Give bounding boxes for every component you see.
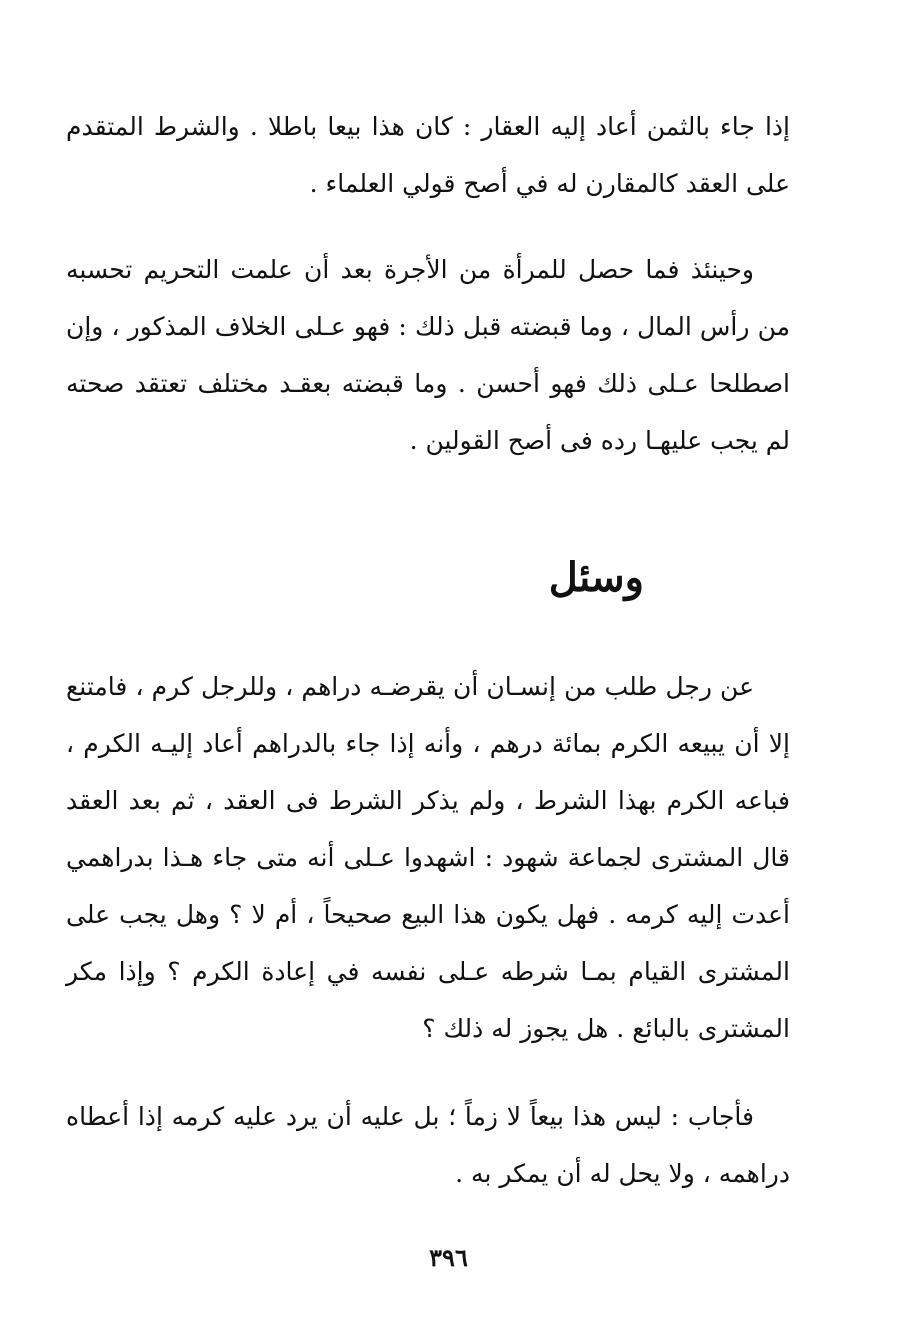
paragraph-wages-text: وحينئذ فما حصل للمرأة من الأجرة بعد أن علمت التحريم تحسبه من رأس المال ، وما قبضته قبل ذلك : فهو عـلى الخلاف المذكور ، وإن اصطلحا عـلى ذلك فهو أحسن . وما قبضته بعقـد مختلف تعتقد صحته لم يجب عليهـا رده فى أصح القولين .	[66, 255, 790, 455]
paragraph-wages-ruling	[66, 241, 790, 469]
paragraph-answer	[66, 1088, 790, 1202]
section-heading: وسئل	[548, 554, 644, 601]
page-number: ٣٩٦	[429, 1243, 468, 1272]
paragraph-conditional-sale: إذا جاء بالثمن أعاد إليه العقار : كان هذا بيعا باطلا . والشرط المتقدم على العقد كالمقارن له في أصح قولي العلماء .	[66, 112, 790, 198]
paragraph-answer-text: فأجاب : ليس هذا بيعاً لا زماً ؛ بل عليه أن يرد عليه كرمه إذا أعطاه دراهمه ، ولا يحل له أن يمكر به .	[66, 1102, 790, 1188]
paragraph-question-text: عن رجل طلب من إنسـان أن يقرضـه دراهم ، وللرجل كرم ، فامتنع إلا أن يبيعه الكرم بمائة درهم ، وأنه إذا جاء بالدراهم أعاد إليـه الكرم ، فباعه الكرم بهذا الشرط ، ولم يذكر الشرط فى العقد ، ثم بعد العقد قال المشترى لجماعة شهود : اشهدوا عـلى أنه متى جاء هـذا بدراهمي أعدت إليه كرمه . فهل يكون هذا البيع صحيحاً ، أم لا ؟ وهل يجب على المشترى القيام بمـا شرطه عـلى نفسه في إعادة الكرم ؟ وإذا مكر المشترى بالبائع . هل يجوز له ذلك ؟	[66, 672, 790, 1043]
paragraph-question	[66, 658, 790, 1057]
